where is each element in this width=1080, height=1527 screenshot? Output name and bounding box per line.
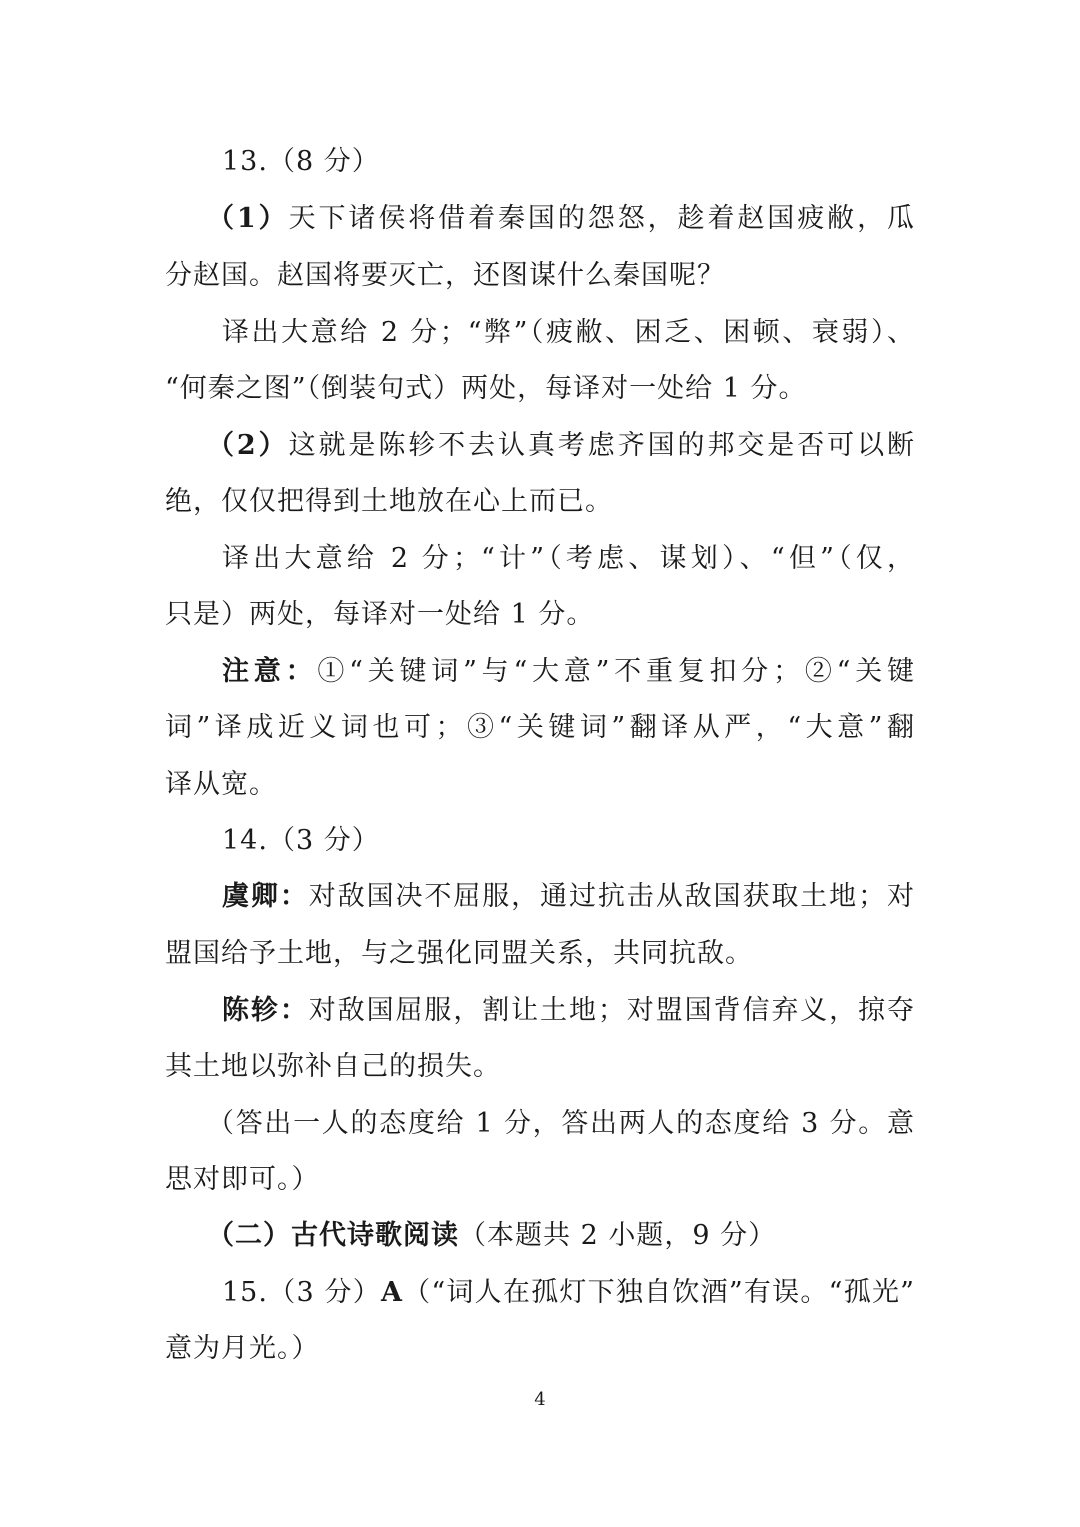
q13-part2-text1: 这就是陈轸不去认真考虑齐国的邦交是否可以断 (288, 430, 915, 461)
q13-part1-text1: 天下诸侯将借着秦国的怨怒，趁着赵国疲敝，瓜 (288, 203, 915, 234)
q15-answer: A (380, 1277, 403, 1308)
page-number: 4 (534, 1389, 546, 1410)
q13-attention-line1 (222, 652, 915, 692)
q13-part1-line2: 分赵国。赵国将要灭亡，还图谋什么秦国呢？ (165, 260, 725, 291)
q14-chenzhen-line2: 其土地以弥补自己的损失。 (165, 1051, 501, 1082)
q14-number: 14. (222, 825, 268, 856)
q13-attention-line3: 译从宽。 (165, 769, 277, 800)
q13-part1-note2: “何秦之图”（倒装句式）两处，每译对一处给 1 分。 (165, 373, 807, 404)
q14-chenzhen-text1: 对敌国屈服，割让土地；对盟国背信弃义，掠夺 (308, 995, 916, 1026)
section2-title: （二）古代诗歌阅读 (207, 1220, 459, 1251)
q14-yuqing-label: 虞卿： (222, 881, 309, 912)
q14-yuqing-text1: 对敌国决不屈服，通过抗击从敌国获取土地；对 (308, 881, 916, 912)
q13-heading (222, 142, 915, 182)
q14-yuqing-line1 (222, 877, 915, 917)
q13-part1-label: （1） (207, 203, 289, 234)
q13-attention-label: 注意： (222, 656, 318, 687)
q13-part2-line2: 绝，仅仅把得到土地放在心上而已。 (165, 486, 613, 517)
q13-number: 13. (222, 146, 268, 177)
q13-attention-line2: 词”译成近义词也可；③“关键词”翻译从严，“大意”翻 (165, 712, 915, 743)
q14-note-line1: （答出一人的态度给 1 分，答出两人的态度给 3 分。意 (207, 1108, 915, 1139)
section2-heading (207, 1216, 915, 1256)
q13-part1-note1: 译出大意给 2 分；“弊”（疲敝、困乏、困顿、衰弱）、 (222, 317, 915, 348)
q15-line1 (222, 1273, 915, 1313)
q13-part2-label: （2） (207, 430, 289, 461)
section2-subtitle: （本题共 2 小题，9 分） (459, 1220, 777, 1251)
q15-number: 15. (222, 1277, 268, 1308)
q13-attention-text1: ①“关键词”与“大意”不重复扣分；②“关键 (317, 656, 916, 687)
q14-note-line2: 思对即可。） (165, 1164, 320, 1195)
q14-chenzhen-line1 (222, 991, 915, 1031)
q13-part1-line1 (207, 199, 915, 239)
q13-part2-note1: 译出大意给 2 分；“计”（考虑、谋划）、“但”（仅， (222, 543, 915, 574)
q14-chenzhen-label: 陈轸： (222, 995, 309, 1026)
q14-heading (222, 821, 915, 861)
q13-part2-line1 (207, 426, 915, 466)
q13-part2-note2: 只是）两处，每译对一处给 1 分。 (165, 599, 595, 630)
q13-score: （8 分） (267, 146, 380, 177)
q14-yuqing-line2: 盟国给予土地，与之强化同盟关系，共同抗敌。 (165, 938, 753, 969)
q15-score: （3 分） (267, 1277, 381, 1308)
q14-score: （3 分） (267, 825, 380, 856)
q15-explanation1: （“词人在孤灯下独自饮酒”有误。“孤光” (402, 1277, 915, 1308)
q15-line2: 意为月光。） (165, 1333, 320, 1364)
